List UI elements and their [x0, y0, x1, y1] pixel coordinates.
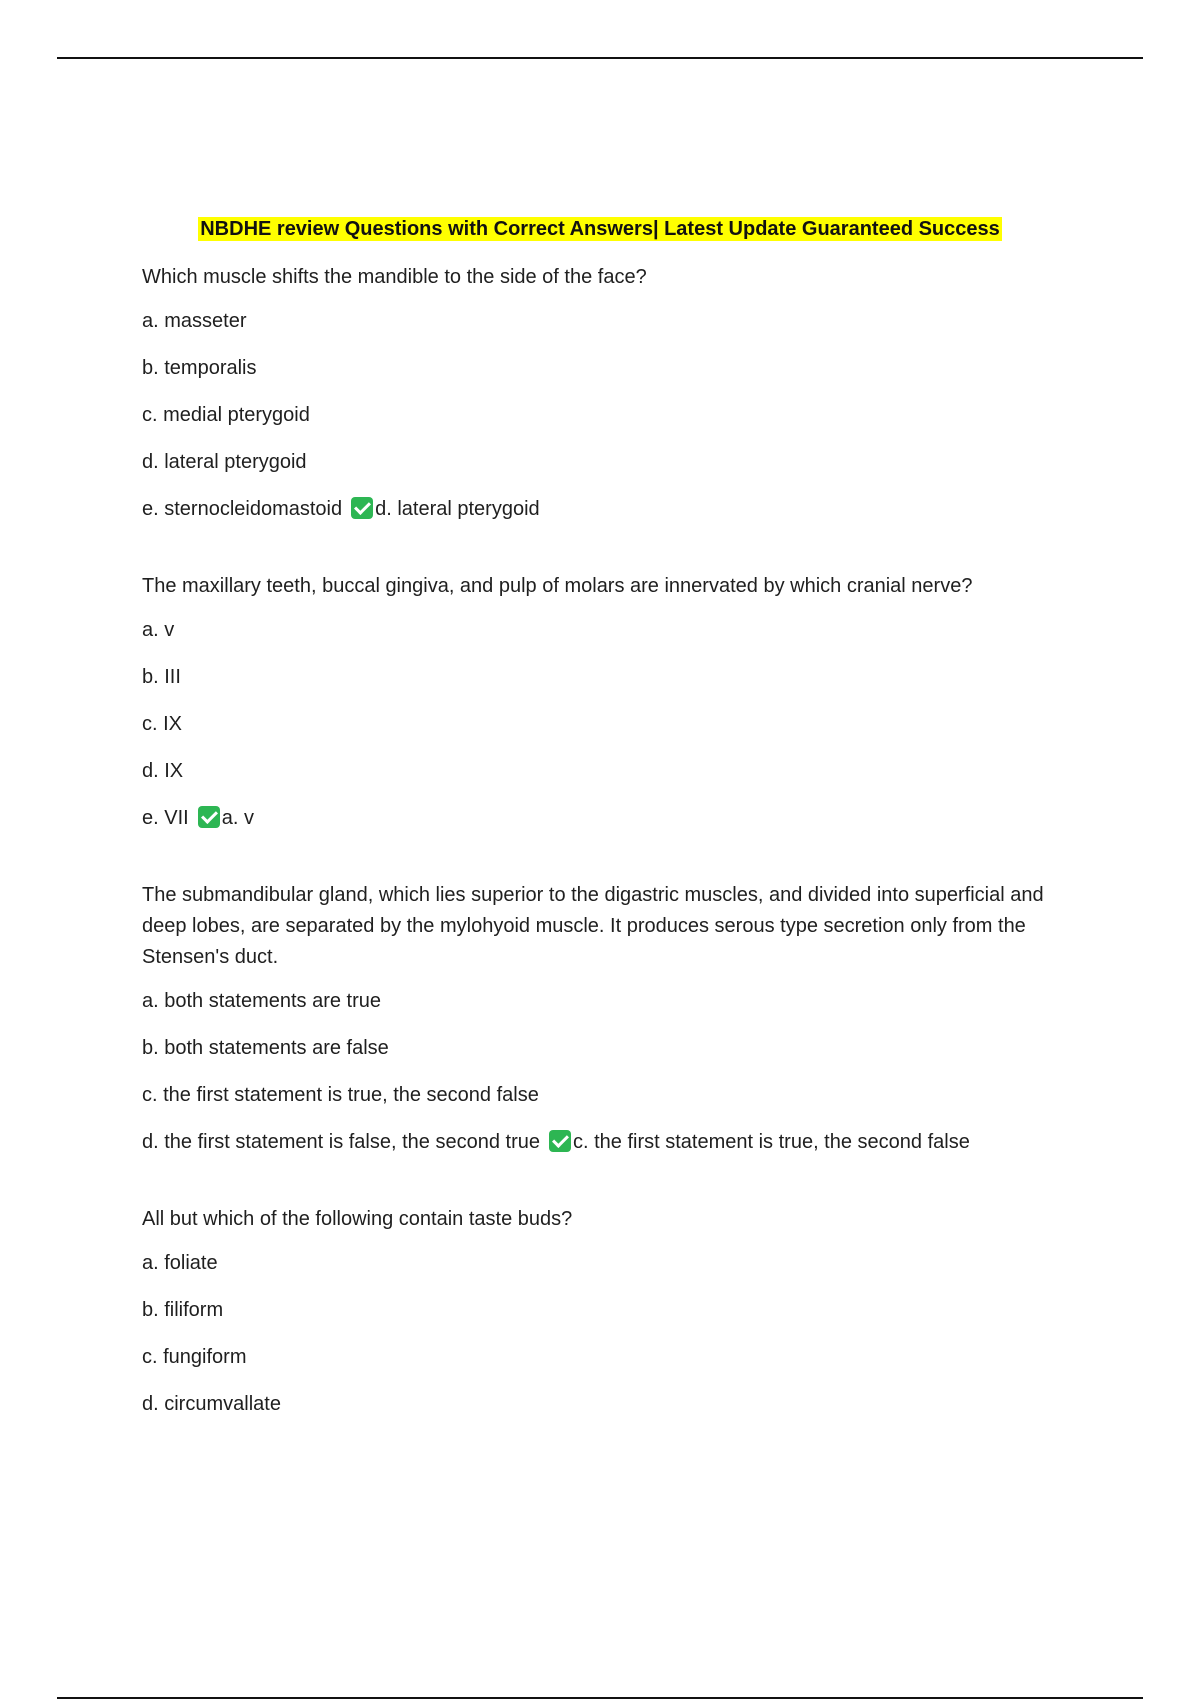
option-d: d. lateral pterygoid	[142, 451, 307, 473]
option-a: a. masseter	[142, 310, 247, 332]
option-e: e. VII	[142, 807, 189, 829]
option-d: d. IX	[142, 760, 184, 782]
question-text: Which muscle shifts the mandible to the side of the face?	[142, 266, 647, 288]
check-mark-icon	[351, 497, 373, 519]
option-a: a. both statements are true	[142, 990, 382, 1012]
question-2	[142, 571, 1092, 834]
option-a: a. foliate	[142, 1252, 218, 1274]
correct-answer: a. v	[221, 807, 254, 829]
highlighted-title: NBDHE review Questions with Correct Answers| Latest Update Guaranteed Success	[200, 218, 1000, 240]
option-e-with-answer	[142, 803, 1092, 834]
question-1	[142, 262, 1092, 525]
question-text: The submandibular gland, which lies superior to the digastric muscles, and divided into superficial and deep lobes, are separated by the mylohyoid muscle. It produces serous type secretion only from the Stensen's duct.	[142, 884, 1044, 968]
option-a: a. v	[142, 619, 175, 641]
correct-answer: c. the first statement is true, the second false	[572, 1131, 970, 1153]
option-c: c. fungiform	[142, 1346, 247, 1368]
question-text: The maxillary teeth, buccal gingiva, and pulp of molars are innervated by which cranial nerve?	[142, 575, 973, 597]
question-3	[142, 880, 1092, 1158]
option-d: d. circumvallate	[142, 1393, 281, 1415]
check-mark-icon	[549, 1130, 571, 1152]
top-rule	[57, 57, 1143, 59]
question-list	[142, 262, 1092, 1466]
question-4	[142, 1204, 1092, 1420]
correct-answer: d. lateral pterygoid	[375, 498, 540, 520]
option-e-with-answer	[142, 494, 1092, 525]
document-title	[0, 214, 1200, 244]
option-d: d. the first statement is false, the second true	[142, 1131, 540, 1153]
option-b: b. filiform	[142, 1299, 224, 1321]
check-mark-icon	[198, 806, 220, 828]
option-b: b. both statements are false	[142, 1037, 389, 1059]
option-c: c. the first statement is true, the second false	[142, 1084, 539, 1106]
option-b: b. temporalis	[142, 357, 257, 379]
bottom-rule	[57, 1697, 1143, 1699]
option-c: c. IX	[142, 713, 183, 735]
question-text: All but which of the following contain taste buds?	[142, 1208, 573, 1230]
option-d-with-answer	[142, 1127, 1092, 1158]
option-b: b. III	[142, 666, 181, 688]
option-c: c. medial pterygoid	[142, 404, 310, 426]
option-e: e. sternocleidomastoid	[142, 498, 343, 520]
